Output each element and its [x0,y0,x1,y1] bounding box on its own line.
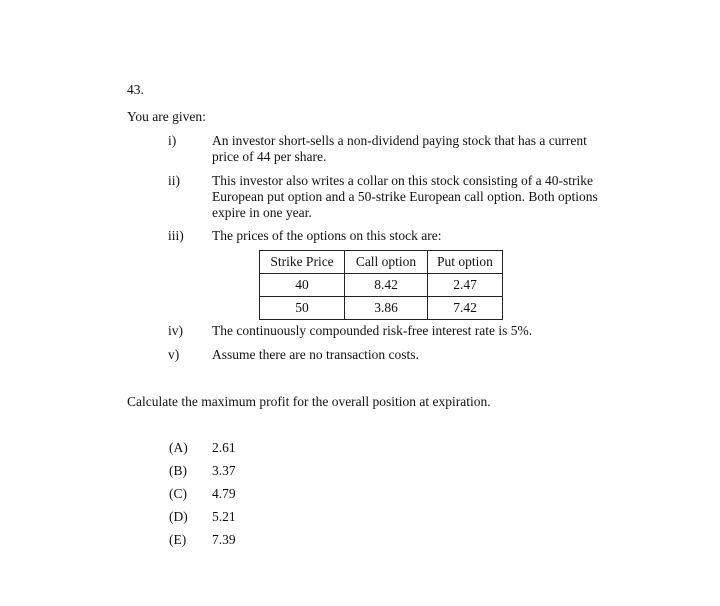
question-prompt: Calculate the maximum profit for the overall position at expiration. [127,394,491,409]
choice-value: 7.39 [212,532,236,547]
table-cell: 7.42 [428,297,503,320]
question-number: 43. [127,82,144,97]
item-number: v) [168,347,180,362]
choice-letter: (E) [169,532,187,547]
choice-value: 2.61 [212,440,236,455]
item-text: This investor also writes a collar on this stock consisting of a 40-strike European put option and a 50-strike European call option. Both options expire in one year. [212,173,598,220]
choice-value: 4.79 [212,486,236,501]
table-header-cell: Put option [428,251,503,274]
item-text: The continuously compounded risk-free interest rate is 5%. [212,323,533,338]
table-cell: 3.86 [345,297,428,320]
item-number: iv) [168,323,183,338]
choice-value: 5.21 [212,509,236,524]
item-number: ii) [168,173,180,188]
choice-letter: (A) [169,440,188,455]
intro-text: You are given: [127,109,206,124]
table-header-row [260,251,503,274]
table-cell: 50 [260,297,345,320]
item-text: The prices of the options on this stock are: [212,228,442,243]
item-number: iii) [168,228,184,243]
option-prices-table [259,250,503,320]
choice-letter: (C) [169,486,187,501]
choice-letter: (B) [169,463,187,478]
table-cell: 8.42 [345,274,428,297]
choice-value: 3.37 [212,463,236,478]
item-text: Assume there are no transaction costs. [212,347,419,362]
table-header-cell: Call option [345,251,428,274]
table-header-cell: Strike Price [260,251,345,274]
choice-letter: (D) [169,509,188,524]
item-number: i) [168,133,177,148]
table-cell: 2.47 [428,274,503,297]
table-row [260,297,503,320]
table-row [260,274,503,297]
item-text: An investor short-sells a non-dividend paying stock that has a current price of 44 per share. [212,133,587,164]
table-cell: 40 [260,274,345,297]
